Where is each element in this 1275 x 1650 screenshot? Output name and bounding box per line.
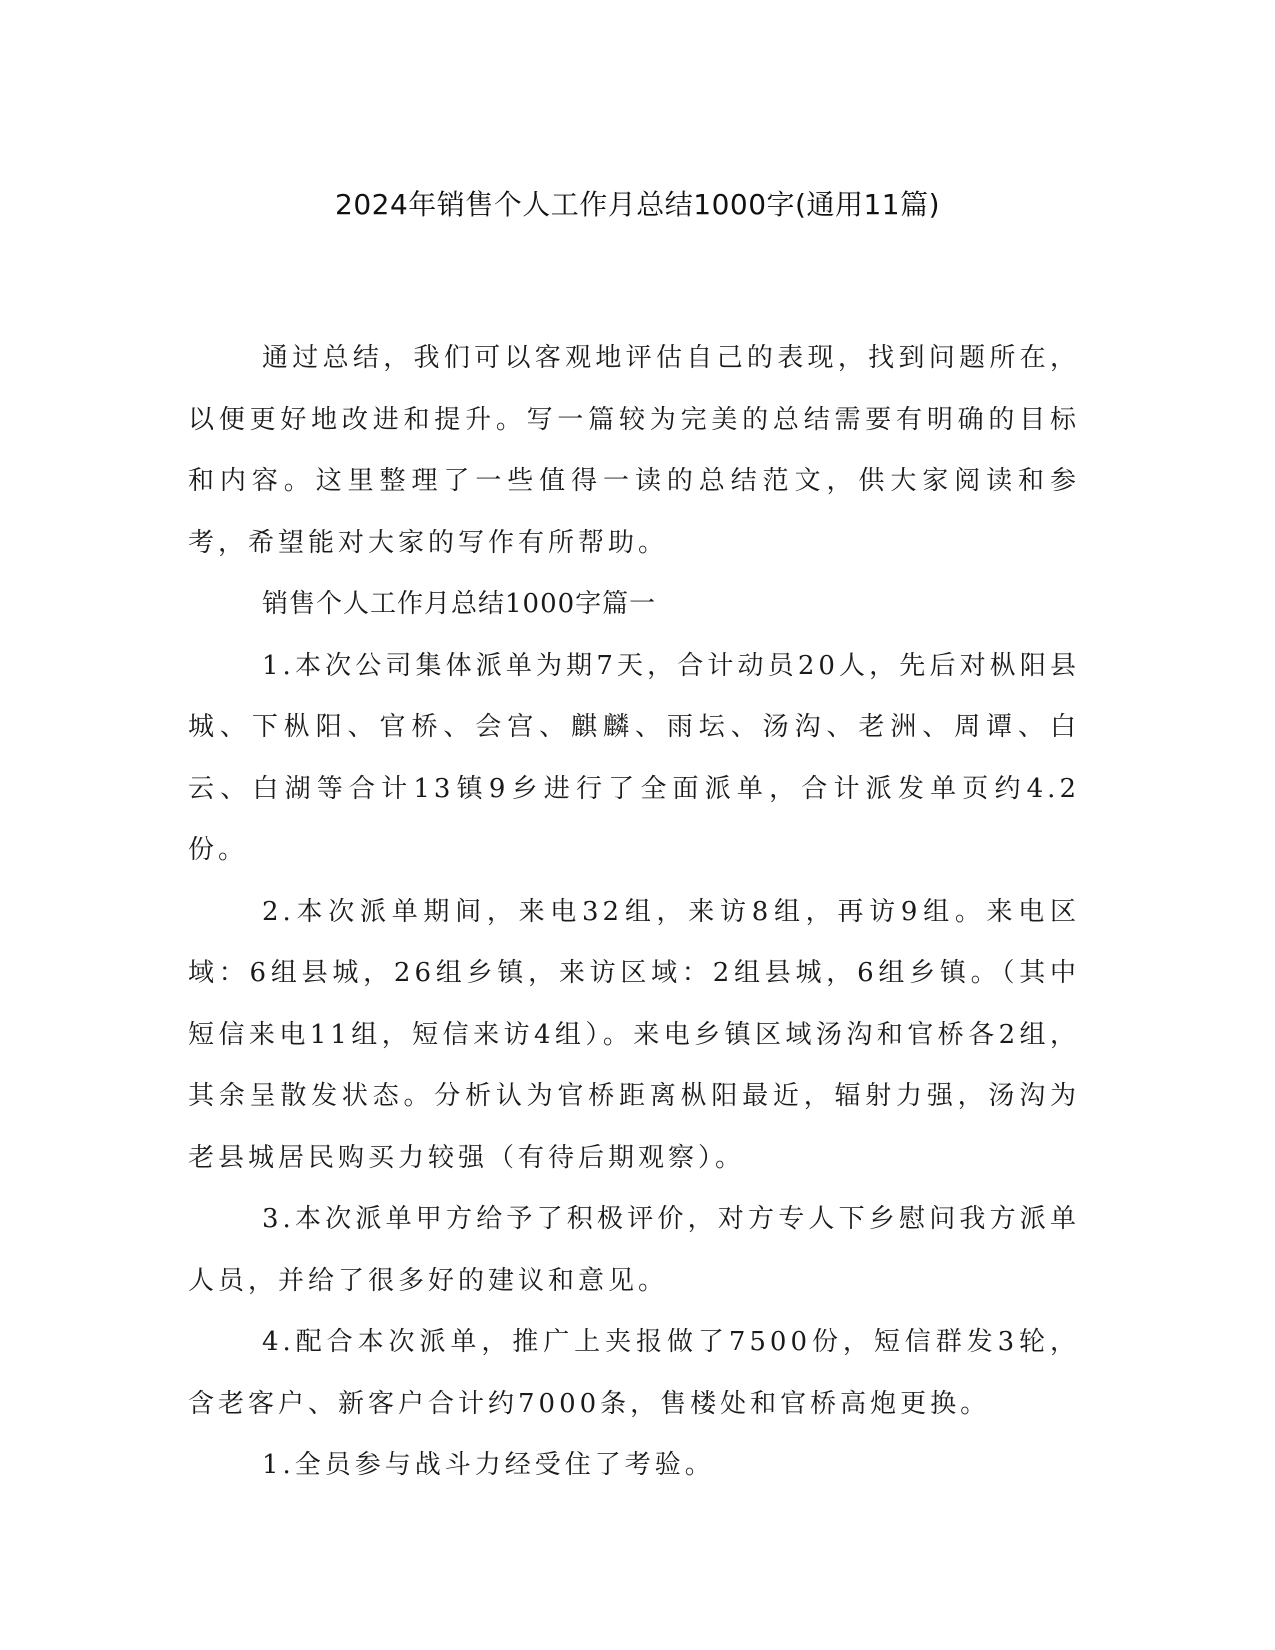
list-paragraph-1: 1.本次公司集体派单为期7天，合计动员20人，先后对枞阳县城、下枞阳、官桥、会宫、麒麟、雨坛、汤沟、老洲、周谭、白云、白湖等合计13镇9乡进行了全面派单，合计派发单页约4.2份。 [188, 650, 1080, 865]
list-paragraph-5: 1.全员参与战斗力经受住了考验。 [262, 1450, 715, 1480]
list-paragraph-3: 3.本次派单甲方给予了积极评价，对方专人下乡慰问我方派单人员，并给了很多好的建议和意见。 [188, 1204, 1080, 1296]
section-heading: 销售个人工作月总结1000字篇一 [262, 589, 657, 619]
document-title: 2024年销售个人工作月总结1000字(通用11篇) [335, 188, 940, 221]
list-paragraph-4: 4.配合本次派单，推广上夹报做了7500份，短信群发3轮，含老客户、新客户合计约7000条，售楼处和官桥高炮更换。 [188, 1327, 1080, 1419]
document-body [188, 328, 1080, 1497]
list-paragraph-2: 2.本次派单期间，来电32组，来访8组，再访9组。来电区域：6组县城，26组乡镇，来访区域：2组县城，6组乡镇。（其中短信来电11组，短信来访4组）。来电乡镇区域汤沟和官桥各2组，其余呈散发状态。分析认为官桥距离枞阳最近，辐射力强，汤沟为老县城居民购买力较强（有待后期观察）。 [188, 896, 1080, 1173]
intro-paragraph: 通过总结，我们可以客观地评估自己的表现，找到问题所在，以便更好地改进和提升。写一篇较为完美的总结需要有明确的目标和内容。这里整理了一些值得一读的总结范文，供大家阅读和参考，希望能对大家的写作有所帮助。 [188, 343, 1080, 558]
